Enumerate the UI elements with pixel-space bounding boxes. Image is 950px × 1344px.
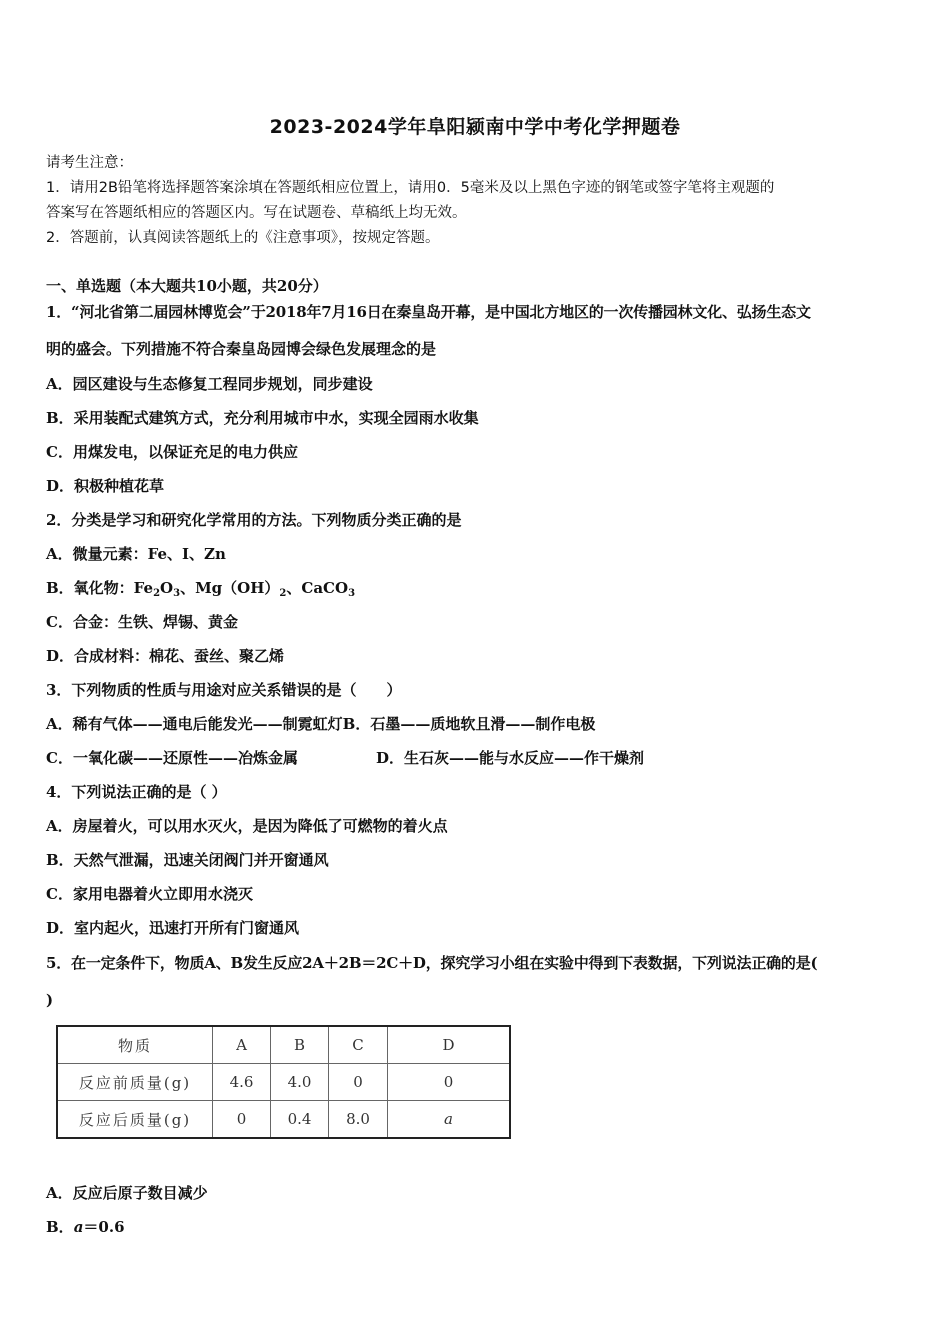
- q1-option-c: C．用煤发电，以保证充足的电力供应: [46, 443, 298, 461]
- q2-b-sub4: 3: [348, 588, 356, 599]
- table-header-cell: A: [213, 1026, 271, 1064]
- q2-option-d: D．合成材料：棉花、蚕丝、聚乙烯: [46, 647, 285, 665]
- notice-line-3: 2．答题前，认真阅读答题纸上的《注意事项》，按规定答题。: [46, 230, 440, 246]
- section-heading: 一、单选题（本大题共10小题，共20分）: [46, 277, 328, 295]
- q5-b-label: B．: [46, 1218, 74, 1236]
- q3-option-d: D．生石灰——能与水反应——作干燥剂: [376, 749, 645, 767]
- table-cell: 0: [329, 1064, 388, 1101]
- q3-stem: 3．下列物质的性质与用途对应关系错误的是（ ）: [46, 681, 402, 699]
- page-title: 2023-2024学年阜阳颍南中学中考化学押题卷: [269, 116, 681, 138]
- q1-option-a: A．园区建设与生态修复工程同步规划，同步建设: [46, 375, 373, 393]
- q2-stem: 2．分类是学习和研究化学常用的方法。下列物质分类正确的是: [46, 511, 462, 529]
- q1-stem-line2: 明的盛会。下列措施不符合秦皇岛园博会绿色发展理念的是: [46, 340, 437, 358]
- q5-stem-line2: ): [46, 991, 54, 1009]
- table-cell: 4.6: [213, 1064, 271, 1101]
- notice-line-1: 1．请用2B铅笔将选择题答案涂填在答题纸相应位置上，请用0．5毫米及以上黑色字迹的钢笔或签字笔将主观题的: [46, 180, 775, 196]
- table-cell: 0: [213, 1101, 271, 1139]
- notice-line-2: 答案写在答题纸相应的答题区内。写在试题卷、草稿纸上均无效。: [46, 205, 467, 221]
- q5-b-value: ＝0.6: [83, 1218, 125, 1236]
- q2-option-b: [46, 578, 355, 604]
- q2-b-part4: 、CaCO: [286, 579, 349, 597]
- q4-option-d: D．室内起火，迅速打开所有门窗通风: [46, 919, 300, 937]
- table-cell: 8.0: [329, 1101, 388, 1139]
- q2-option-a: A．微量元素：Fe、I、Zn: [46, 545, 226, 563]
- table-cell: 0.4: [271, 1101, 329, 1139]
- q2-b-sub1: 2: [153, 588, 161, 599]
- table-cell: a: [388, 1101, 511, 1139]
- q4-option-c: C．家用电器着火立即用水浇灭: [46, 885, 253, 903]
- q1-option-b: B．采用装配式建筑方式，充分利用城市中水，实现全园雨水收集: [46, 409, 479, 427]
- q4-option-a: A．房屋着火，可以用水灭火，是因为降低了可燃物的着火点: [46, 817, 448, 835]
- q2-b-part2: O: [160, 579, 174, 597]
- table-cell: 反应前质量(g): [57, 1064, 213, 1101]
- q5-stem-line1: 5．在一定条件下，物质A、B发生反应2A＋2B＝2C＋D，探究学习小组在实验中得到下表数据，下列说法正确的是(: [46, 954, 818, 972]
- table-cell: 反应后质量(g): [57, 1101, 213, 1139]
- table-header-cell: B: [271, 1026, 329, 1064]
- q2-b-part1: B．氧化物：Fe: [46, 579, 154, 597]
- q3-option-c: C．一氧化碳——还原性——冶炼金属: [46, 749, 298, 767]
- q3-option-ab: A．稀有气体——通电后能发光——制霓虹灯B．石墨——质地软且滑——制作电极: [46, 715, 596, 733]
- q5-option-a: A．反应后原子数目减少: [46, 1184, 208, 1202]
- table-row: [57, 1101, 510, 1139]
- q1-option-d: D．积极种植花草: [46, 477, 165, 495]
- table-header-cell: D: [388, 1026, 511, 1064]
- q5-data-table: [56, 1025, 511, 1139]
- q2-b-part3: 、Mg（OH）: [180, 579, 280, 597]
- table-header-row: [57, 1026, 510, 1064]
- table-header-cell: 物质: [57, 1026, 213, 1064]
- table-header-cell: C: [329, 1026, 388, 1064]
- q1-stem-line1: 1．“河北省第二届园林博览会”于2018年7月16日在秦皇岛开幕，是中国北方地区的一次传播园林文化、弘扬生态文: [46, 303, 811, 321]
- notice-heading: 请考生注意：: [46, 155, 133, 171]
- table-row: [57, 1064, 510, 1101]
- q4-stem: 4．下列说法正确的是（ ）: [46, 783, 227, 801]
- table-cell: 4.0: [271, 1064, 329, 1101]
- q4-option-b: B．天然气泄漏，迅速关闭阀门并开窗通风: [46, 851, 329, 869]
- q2-b-sub3: 2: [279, 588, 287, 599]
- q2-option-c: C．合金：生铁、焊锡、黄金: [46, 613, 238, 631]
- q2-b-sub2: 3: [173, 588, 181, 599]
- table-cell: 0: [388, 1064, 511, 1101]
- q5-b-variable: a: [73, 1218, 84, 1236]
- q5-option-b: [46, 1217, 125, 1237]
